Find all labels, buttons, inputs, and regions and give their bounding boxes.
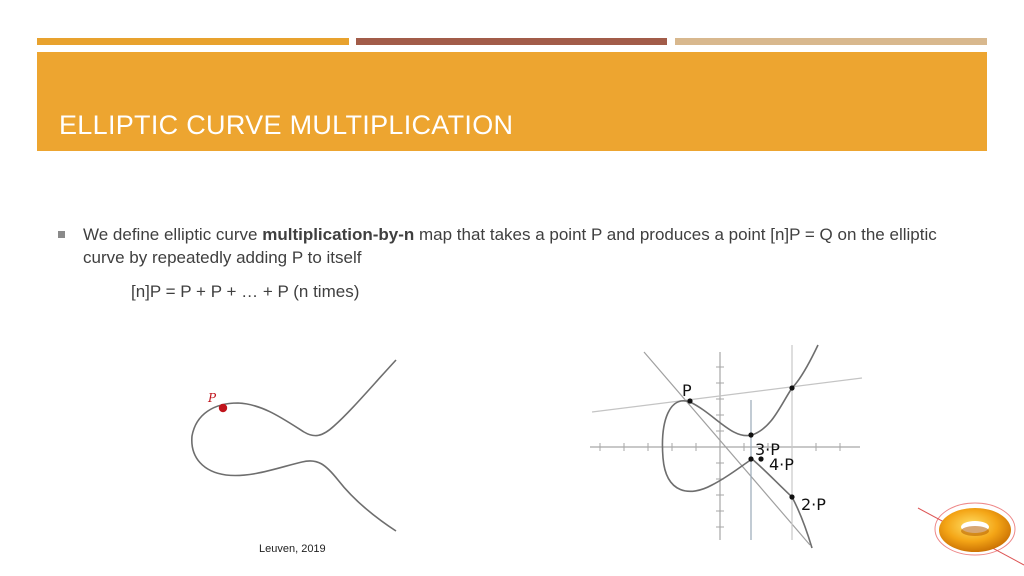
label-4p: 4·P	[769, 455, 794, 474]
bullet-text-bold: multiplication-by-n	[262, 225, 415, 244]
caption: Leuven, 2019	[259, 543, 326, 555]
label-3p: 3·P	[755, 440, 780, 459]
formula: [n]P = P + P + … + P (n times)	[131, 282, 360, 301]
bullet-text-suffix: map that takes a point P and produces a point [n]P = Q on the elliptic curve by repeatedly adding P to itself	[83, 225, 937, 267]
bullet-text-prefix: We define elliptic curve	[83, 225, 263, 244]
point-p-label: P	[208, 391, 217, 405]
slide-title: ELLIPTIC CURVE MULTIPLICATION	[59, 110, 514, 140]
label-2p: 2·P	[801, 495, 826, 514]
label-p: P	[682, 381, 692, 400]
